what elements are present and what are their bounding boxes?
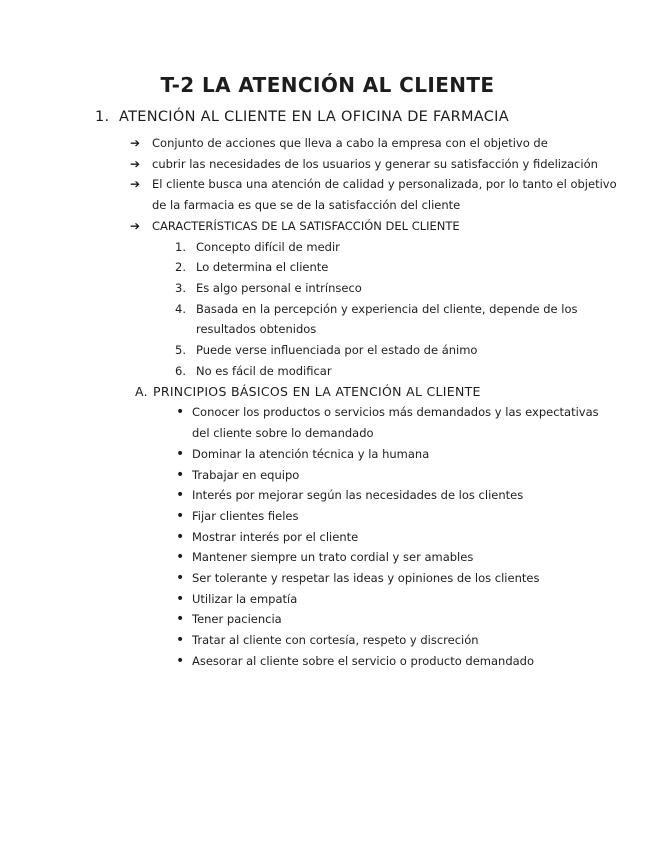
bullet-list-item [0, 609, 655, 630]
bullet-item-text: Mantener siempre un trato cordial y ser amables [192, 550, 474, 565]
characteristics-numbered-list [0, 237, 655, 382]
numbered-item-text: No es fácil de modificar [196, 363, 332, 378]
arrow-list-item [0, 216, 655, 237]
dot-bullet-icon: • [176, 570, 185, 587]
list-item-number: 3. [175, 280, 186, 295]
numbered-item-text: Puede verse influenciada por el estado de ánimo [196, 343, 478, 358]
arrow-item-text: CARACTERÍSTICAS DE LA SATISFACCIÓN DEL CLIENTE [152, 218, 460, 233]
bullet-list-item [0, 630, 655, 651]
dot-bullet-icon: • [176, 611, 185, 628]
bullet-list-item [0, 589, 655, 610]
numbered-item-text: Concepto difícil de medir [196, 239, 340, 254]
subsection-heading [0, 381, 655, 402]
bullet-item-text: Mostrar interés por el cliente [192, 529, 359, 544]
list-item-number: 4. [175, 301, 186, 316]
list-item-number: 1. [175, 239, 186, 254]
bullet-item-text: Asesorar al cliente sobre el servicio o producto demandado [192, 653, 535, 668]
subsection-heading-text: PRINCIPIOS BÁSICOS EN LA ATENCIÓN AL CLIENTE [153, 384, 481, 400]
section-heading [0, 105, 655, 130]
bullet-list-item [0, 485, 655, 506]
bullet-item-text: Interés por mejorar según las necesidades de los clientes [192, 488, 524, 503]
section-number: 1. [95, 109, 110, 125]
page-title: T-2 LA ATENCIÓN AL CLIENTE [160, 73, 495, 97]
bullet-item-text: Tratar al cliente con cortesía, respeto y discreción [192, 633, 479, 648]
dot-bullet-icon: • [176, 445, 185, 462]
bullet-item-text: Dominar la atención técnica y la humana [192, 446, 430, 461]
bullet-item-text: Ser tolerante y respetar las ideas y opiniones de los clientes [192, 571, 540, 586]
dot-bullet-icon: • [176, 487, 185, 504]
principles-bullet-list [0, 402, 655, 671]
numbered-list-item [0, 257, 655, 278]
arrow-item-text: Conjunto de acciones que lleva a cabo la empresa con el objetivo de [152, 136, 548, 150]
dot-bullet-icon: • [176, 590, 185, 607]
numbered-list-item [0, 340, 655, 361]
bullet-item-text: Fijar clientes fieles [192, 508, 299, 523]
arrow-list-item [0, 133, 655, 154]
bullet-item-text: Conocer los productos o servicios más demandados y las expectativas del cliente sobre lo demandado [192, 405, 599, 441]
dot-bullet-icon: • [176, 507, 185, 524]
bullet-item-text: Trabajar en equipo [192, 467, 300, 482]
bullet-list-item [0, 547, 655, 568]
bullet-list-item [0, 651, 655, 672]
dot-bullet-icon: • [176, 528, 185, 545]
bullet-item-text: Tener paciencia [192, 612, 282, 627]
numbered-item-text: Basada en la percepción y experiencia del cliente, depende de los resultados obtenidos [196, 301, 578, 337]
subsection-label: A. [135, 384, 148, 400]
dot-bullet-icon: • [176, 466, 185, 483]
arrow-bullet-icon: ➔ [130, 156, 141, 171]
arrow-bullet-icon: ➔ [130, 177, 141, 192]
arrow-list-item [0, 174, 655, 215]
dot-bullet-icon: • [176, 404, 185, 421]
dot-bullet-icon: • [176, 652, 185, 669]
numbered-list-item [0, 361, 655, 382]
numbered-item-text: Lo determina el cliente [196, 260, 329, 275]
arrow-bullet-icon: ➔ [130, 218, 141, 233]
bullet-list-item [0, 465, 655, 486]
bullet-list-item [0, 402, 655, 443]
arrow-bullet-icon: ➔ [130, 136, 141, 150]
arrow-item-text: cubrir las necesidades de los usuarios y generar su satisfacción y fidelización [152, 156, 598, 171]
arrow-item-text: El cliente busca una atención de calidad y personalizada, por lo tanto el objetivo de la farmacia es que se de la satisfacción del cliente [152, 177, 617, 213]
dot-bullet-icon: • [176, 632, 185, 649]
bullet-list-item [0, 527, 655, 548]
list-item-number: 5. [175, 343, 186, 358]
arrow-bullet-list [0, 133, 655, 237]
bullet-list-item [0, 506, 655, 527]
numbered-item-text: Es algo personal e intrínseco [196, 280, 362, 295]
section-heading-text: ATENCIÓN AL CLIENTE EN LA OFICINA DE FARMACIA [119, 109, 509, 125]
list-item-number: 6. [175, 363, 186, 378]
dot-bullet-icon: • [176, 549, 185, 566]
numbered-list-item [0, 278, 655, 299]
bullet-item-text: Utilizar la empatía [192, 591, 298, 606]
numbered-list-item [0, 237, 655, 258]
bullet-list-item [0, 568, 655, 589]
bullet-list-item [0, 444, 655, 465]
arrow-list-item [0, 154, 655, 175]
numbered-list-item [0, 299, 655, 340]
list-item-number: 2. [175, 260, 186, 275]
